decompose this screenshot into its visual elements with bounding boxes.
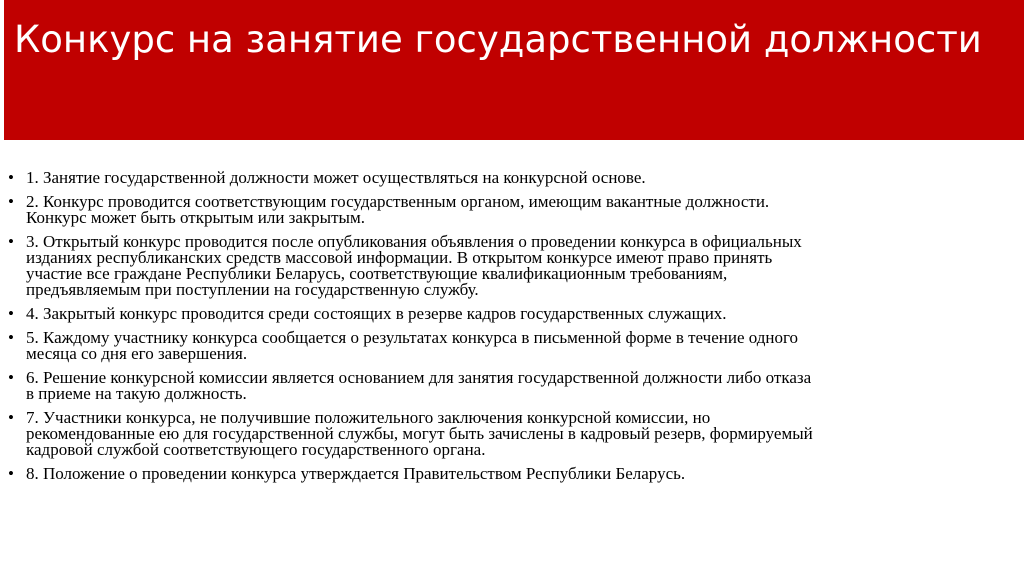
bullet-list	[8, 170, 1020, 490]
bullet-icon: •	[8, 192, 14, 211]
bullet-text: 6. Решение конкурсной комиссии является основанием для занятия государственной должности либо отказа в приеме на такую должность.	[26, 368, 812, 403]
bullet-text: 8. Положение о проведении конкурса утверждается Правительством Республики Беларусь.	[26, 464, 686, 483]
bullet-text: 4. Закрытый конкурс проводится среди состоящих в резерве кадров государственных служащих.	[26, 304, 727, 323]
bullet-text: 3. Открытый конкурс проводится после опубликования объявления о проведении конкурса в официальных изданиях республиканских средств массовой информации. В открытом конкурсе имеют право принять участие все граждане Республики Беларусь, соответствующие квалификационным требованиям, предъявляемым при поступлении на государственную службу.	[26, 232, 802, 299]
bullet-text: 5. Каждому участнику конкурса сообщается о результатах конкурса в письменной форме в течение одного месяца со дня его завершения.	[26, 328, 799, 363]
bullet-item-4	[8, 306, 1020, 322]
bullet-item-6	[8, 370, 1020, 402]
bullet-icon: •	[8, 168, 14, 187]
bullet-item-3	[8, 234, 1020, 298]
bullet-icon: •	[8, 408, 14, 427]
bullet-item-5	[8, 330, 1020, 362]
bullet-icon: •	[8, 304, 14, 323]
slide-title: Конкурс на занятие государственной должности	[14, 18, 982, 61]
bullet-item-8	[8, 466, 1020, 482]
bullet-item-7	[8, 410, 1020, 458]
bullet-text: 7. Участники конкурса, не получившие положительного заключения конкурсной комиссии, но рекомендованные ею для государственной службы, могут быть зачислены в кадровый резерв, формируемый кадровой службой соответствующего государственного органа.	[26, 408, 813, 459]
bullet-icon: •	[8, 464, 14, 483]
bullet-icon: •	[8, 328, 14, 347]
title-bar	[4, 0, 1024, 140]
bullet-item-2	[8, 194, 1020, 226]
bullet-item-1	[8, 170, 1020, 186]
bullet-text: 2. Конкурс проводится соответствующим государственным органом, имеющим вакантные должности. Конкурс может быть открытым или закрытым.	[26, 192, 770, 227]
bullet-icon: •	[8, 232, 14, 251]
bullet-icon: •	[8, 368, 14, 387]
bullet-text: 1. Занятие государственной должности может осуществляться на конкурсной основе.	[26, 168, 646, 187]
